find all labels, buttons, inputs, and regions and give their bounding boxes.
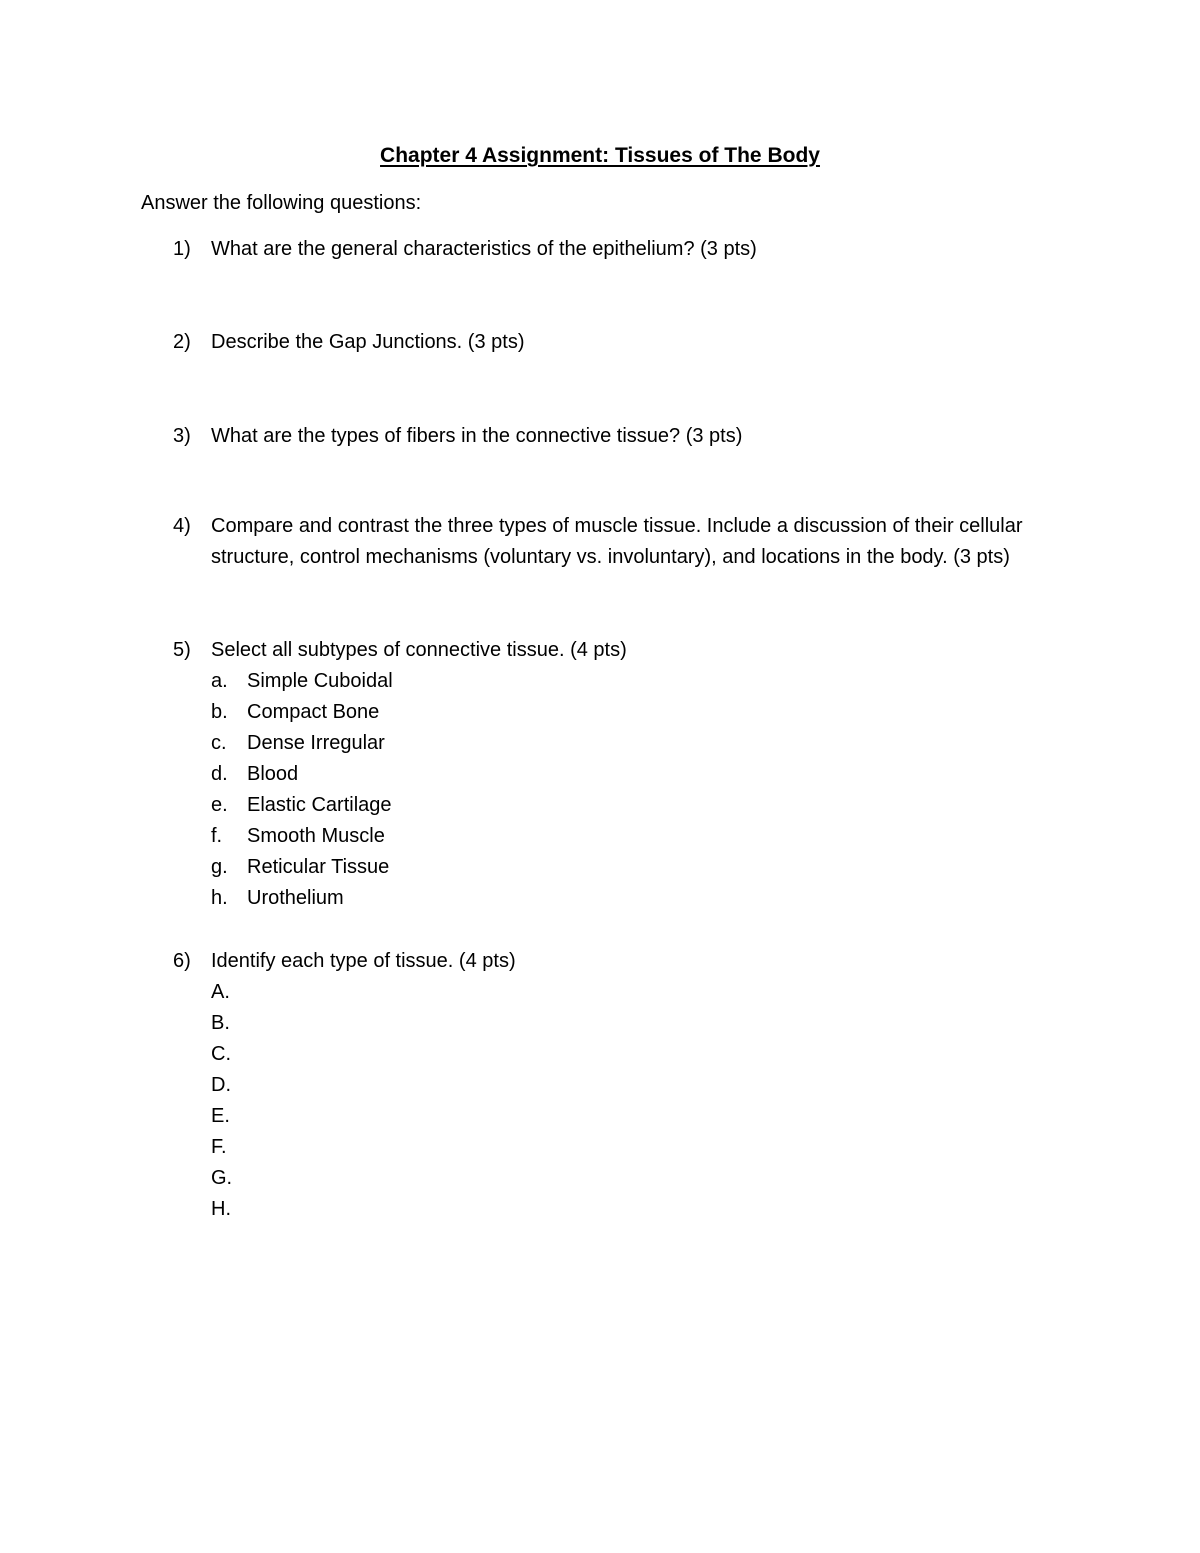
- question-number: 5): [173, 639, 191, 661]
- option-letter: a.: [211, 670, 228, 692]
- option-label: Compact Bone: [247, 701, 380, 723]
- item-letter: C.: [211, 1043, 231, 1065]
- page-title: Chapter 4 Assignment: Tissues of The Body: [380, 144, 820, 167]
- item-letter: H.: [211, 1198, 231, 1220]
- question-text: Select all subtypes of connective tissue. (4 pts): [211, 639, 627, 661]
- option-letter: e.: [211, 794, 228, 816]
- question-number: 2): [173, 331, 191, 353]
- item-letter: A.: [211, 981, 230, 1003]
- option-label: Elastic Cartilage: [247, 794, 392, 816]
- option-label: Reticular Tissue: [247, 856, 390, 878]
- question-text: What are the general characteristics of the epithelium? (3 pts): [211, 238, 757, 260]
- option-letter: h.: [211, 887, 228, 909]
- option-letter: c.: [211, 732, 227, 754]
- question-number: 1): [173, 238, 191, 260]
- option-label: Simple Cuboidal: [247, 670, 393, 692]
- option-letter: g.: [211, 856, 228, 878]
- instructions-text: Answer the following questions:: [141, 192, 422, 214]
- item-letter: E.: [211, 1105, 230, 1127]
- option-label: Dense Irregular: [247, 732, 385, 754]
- question-number: 6): [173, 950, 191, 972]
- item-letter: B.: [211, 1012, 230, 1034]
- option-label: Smooth Muscle: [247, 825, 385, 847]
- question-text: Identify each type of tissue. (4 pts): [211, 950, 516, 972]
- item-letter: F.: [211, 1136, 227, 1158]
- item-letter: D.: [211, 1074, 231, 1096]
- option-letter: f.: [211, 825, 223, 847]
- option-label: Urothelium: [247, 887, 344, 909]
- question-text: Describe the Gap Junctions. (3 pts): [211, 331, 525, 353]
- option-label: Blood: [247, 763, 299, 785]
- option-letter: b.: [211, 701, 228, 723]
- item-letter: G.: [211, 1167, 233, 1189]
- question-text: What are the types of fibers in the connective tissue? (3 pts): [211, 425, 743, 447]
- option-letter: d.: [211, 763, 228, 785]
- question-number: 3): [173, 425, 191, 447]
- question-text: Compare and contrast the three types of muscle tissue. Include a discussion of their cellular structure, control mechanisms (voluntary vs. involuntary), and locations in the body. (3 pts): [211, 515, 1023, 568]
- question-number: 4): [173, 515, 191, 537]
